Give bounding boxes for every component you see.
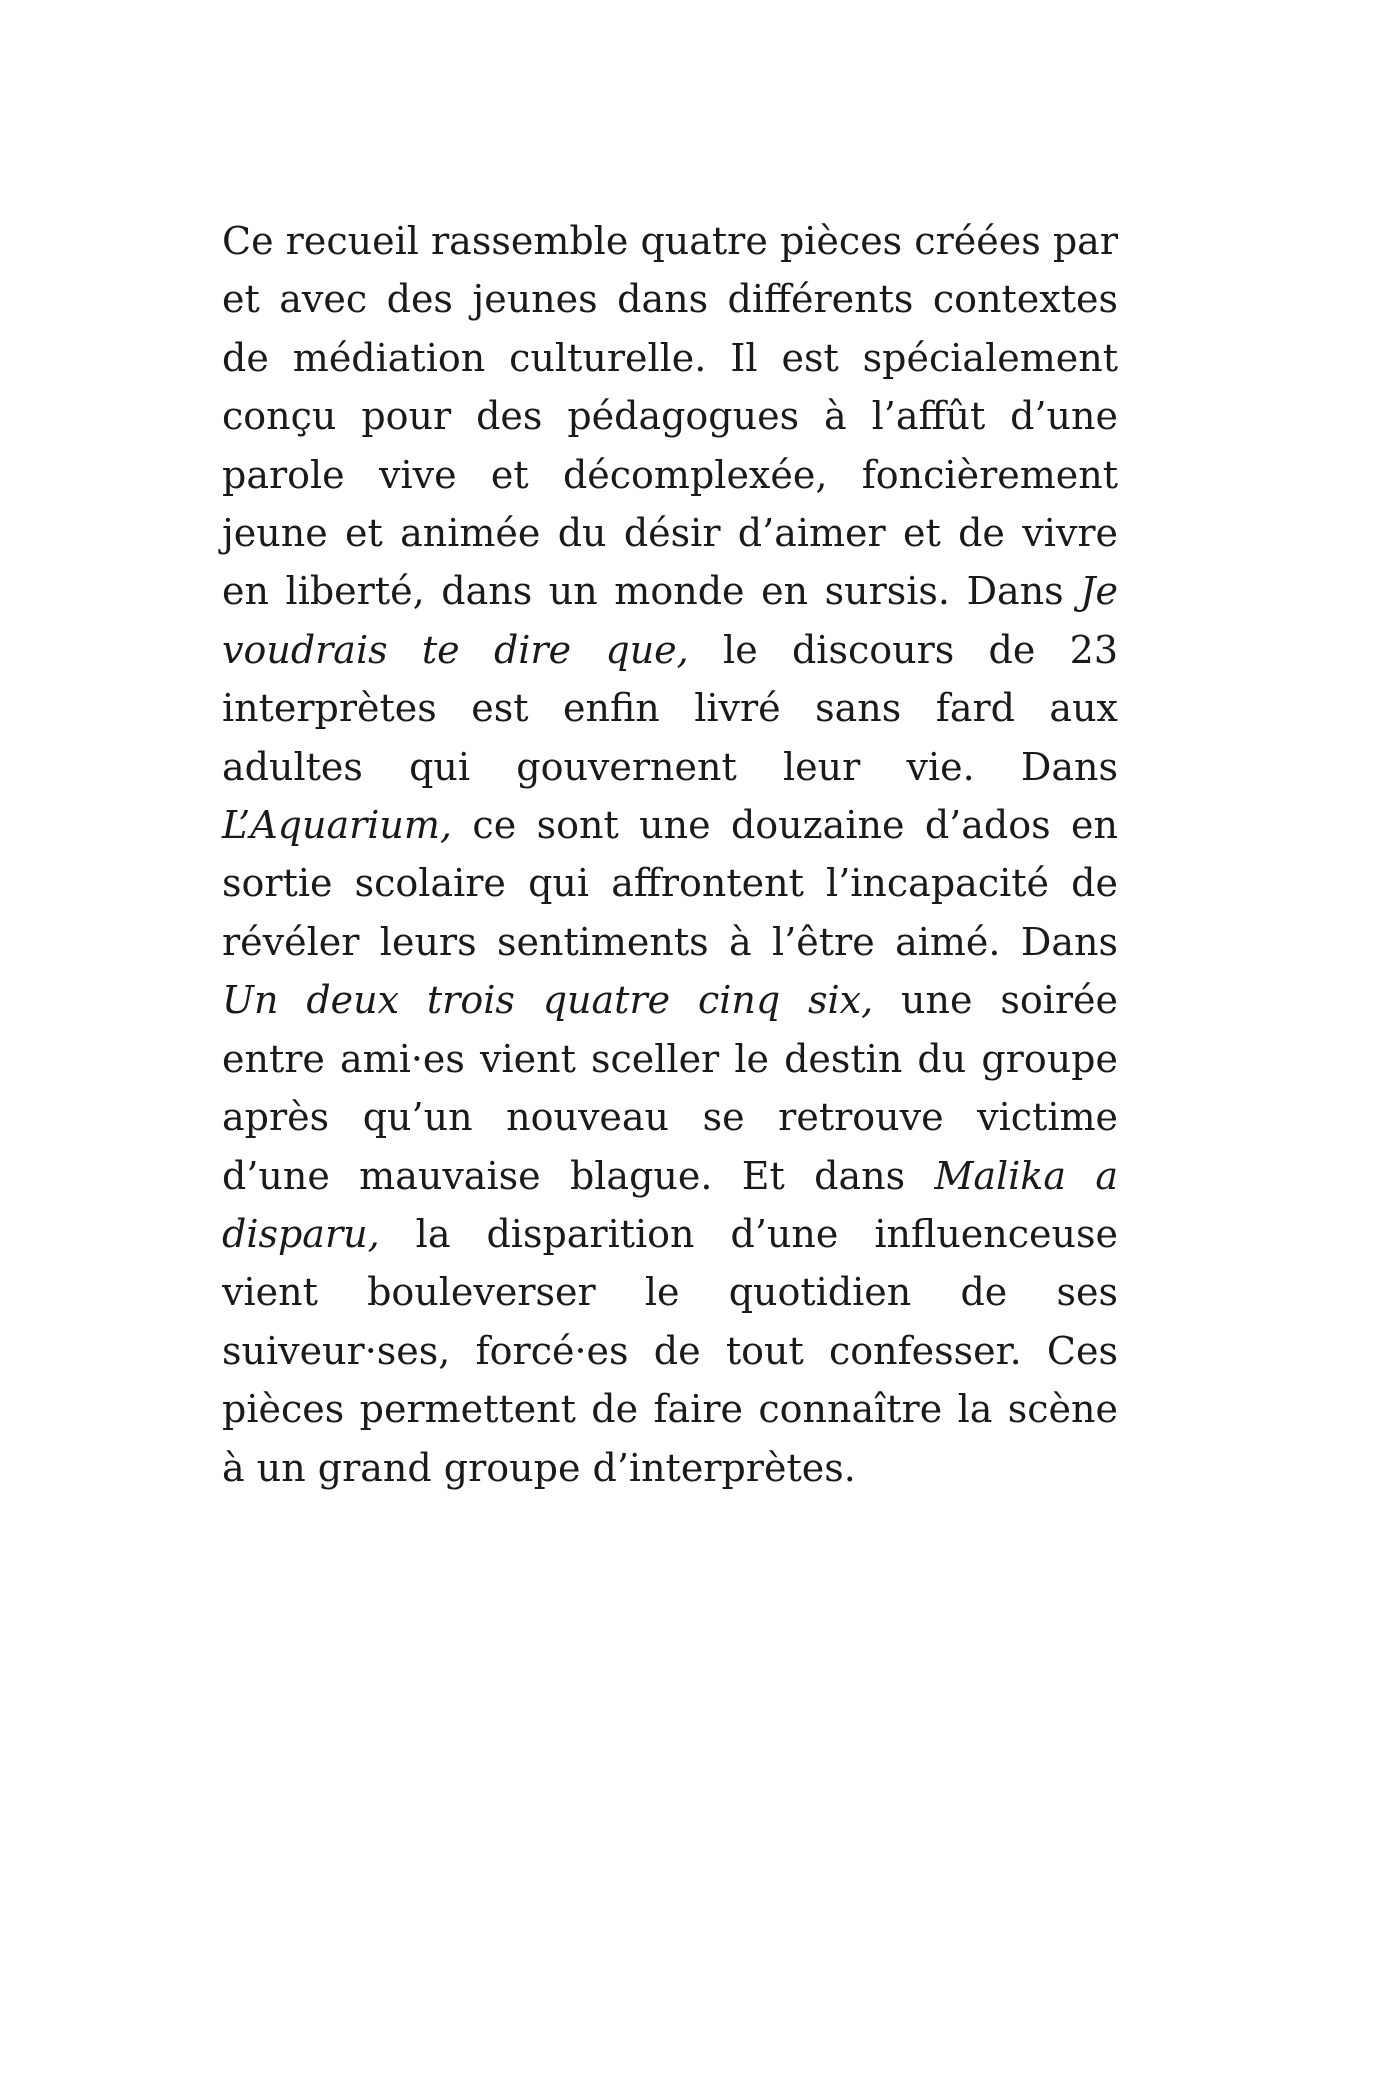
play-title-je-voudrais-te-dire-que: Je voudrais te dire que, [222,569,1118,672]
text-run: la disparition d’une influenceuse vient bouleverser le quotidien de ses suiveur·ses, forcé·es de tout confesser. Ces pièces permettent de faire connaître la scène à un grand groupe d’interprètes. [222,1211,1118,1490]
play-title-malika-a-disparu: Malika a disparu, [222,1153,1118,1256]
text-run: ce sont une douzaine d’ados en sortie scolaire qui affrontent l’incapacité de révéler leurs sentiments à l’être aimé. Dans [222,803,1118,964]
play-title-l-aquarium: L’Aquarium, [222,803,453,848]
body-paragraph [222,212,1118,1497]
play-title-un-deux-trois: Un deux trois quatre cinq six, [222,978,874,1023]
text-run: une soirée entre ami·es vient sceller le destin du groupe après qu’un nouveau se retrouve victime d’une mauvaise blague. Et dans [222,978,1118,1198]
text-run: Ce recueil rassemble quatre pièces créées par et avec des jeunes dans différents contextes de médiation culturelle. Il est spécialement conçu pour des pédagogues à l’affût d’une parole vive et décomplexée, foncièrement jeune et animée du désir d’aimer et de vivre en liberté, dans un monde en sursis. Dans [222,219,1118,614]
text-run: le discours de 23 interprètes est enfin livré sans fard aux adultes qui gouvernent leur vie. Dans [222,627,1118,789]
